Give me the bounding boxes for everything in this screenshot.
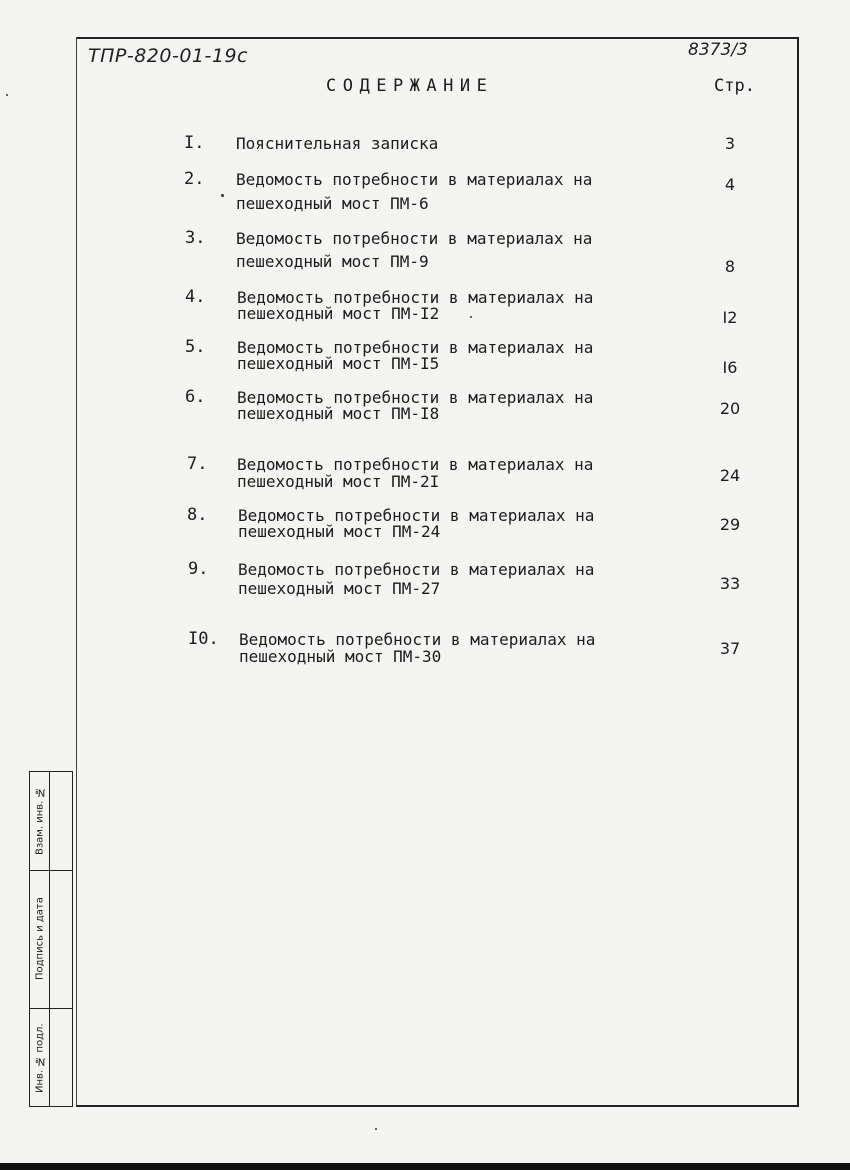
toc-item-8 <box>0 503 850 553</box>
page-column-header: Стр. <box>714 76 755 96</box>
toc-page-number: I6 <box>722 358 738 377</box>
toc-item-9 <box>0 557 850 607</box>
stamp-original-inventory-label: Инв. № подл. <box>34 1023 46 1093</box>
toc-page-number: I2 <box>722 308 738 327</box>
stamp-row-divider <box>30 1008 72 1009</box>
toc-text-line-1: Ведомость потребности в материалах на <box>236 229 593 248</box>
toc-text-line-2: пешеходный мост ПМ-2I <box>237 472 440 491</box>
toc-item-7 <box>0 452 850 502</box>
sheet-number: 8373/3 <box>688 40 748 60</box>
toc-item-3 <box>0 226 850 276</box>
toc-text-line-1: Ведомость потребности в материалах на <box>236 170 593 189</box>
scan-speck <box>375 1128 377 1130</box>
toc-text-line-2: пешеходный мост ПМ-6 <box>236 194 429 213</box>
toc-page-number: 33 <box>719 574 741 593</box>
toc-text-line-1: Пояснительная записка <box>236 134 439 153</box>
toc-page-number: 8 <box>724 257 736 276</box>
toc-number: I. <box>184 133 205 153</box>
toc-item-2 <box>0 167 850 217</box>
toc-text-line-2: пешеходный мост ПМ-I8 <box>237 404 440 423</box>
toc-number: 8. <box>187 505 208 525</box>
toc-number: 6. <box>185 387 206 407</box>
toc-page-number: 4 <box>724 175 736 194</box>
toc-text-line-2: пешеходный мост ПМ-9 <box>236 252 429 271</box>
document-code: ТПР-820-01-19с <box>88 45 248 67</box>
toc-item-5 <box>0 335 850 385</box>
toc-text-line-2: пешеходный мост ПМ-I2 <box>237 304 440 323</box>
toc-text-line-1: Ведомость потребности в материалах на <box>237 338 594 357</box>
toc-number: 5. <box>185 337 206 357</box>
toc-page-number: 20 <box>719 399 741 418</box>
stamp-row-divider <box>30 870 72 871</box>
toc-text-line-2: пешеходный мост ПМ-27 <box>238 579 441 598</box>
toc-page-number: 24 <box>719 466 741 485</box>
toc-text-line-2: пешеходный мост ПМ-24 <box>238 522 441 541</box>
scan-bottom-edge <box>0 1163 850 1170</box>
page-title: СОДЕРЖАНИЕ <box>326 76 494 96</box>
toc-text-line-1: Ведомость потребности в материалах на <box>237 388 594 407</box>
toc-page-number: 3 <box>724 134 736 153</box>
toc-item-6 <box>0 385 850 435</box>
stamp-replacement-inventory-label: Взам. инв. № <box>34 786 46 856</box>
toc-number: 2. <box>184 169 205 189</box>
toc-number: 3. <box>185 228 206 248</box>
toc-number: 9. <box>188 559 209 579</box>
toc-text-line-1: Ведомость потребности в материалах на <box>239 630 596 649</box>
toc-page-number: 37 <box>719 639 741 658</box>
scan-speck <box>221 194 224 197</box>
toc-number: 7. <box>187 454 208 474</box>
toc-number: I0. <box>188 629 219 649</box>
side-approval-stamp <box>29 771 73 1107</box>
toc-text-line-2: пешеходный мост ПМ-30 <box>239 647 442 666</box>
scan-speck <box>470 316 472 318</box>
stamp-column-divider <box>49 772 50 1106</box>
stamp-signature-date-label: Подпись и дата <box>34 897 46 981</box>
toc-page-number: 29 <box>719 515 741 534</box>
toc-text-line-1: Ведомость потребности в материалах на <box>237 455 594 474</box>
toc-number: 4. <box>185 287 206 307</box>
toc-text-line-1: Ведомость потребности в материалах на <box>237 288 594 307</box>
toc-text-line-2: пешеходный мост ПМ-I5 <box>237 354 440 373</box>
scan-speck <box>6 94 8 96</box>
toc-text-line-1: Ведомость потребности в материалах на <box>238 560 595 579</box>
toc-text-line-1: Ведомость потребности в материалах на <box>238 506 595 525</box>
toc-item-10 <box>0 627 850 677</box>
toc-item-4 <box>0 285 850 335</box>
